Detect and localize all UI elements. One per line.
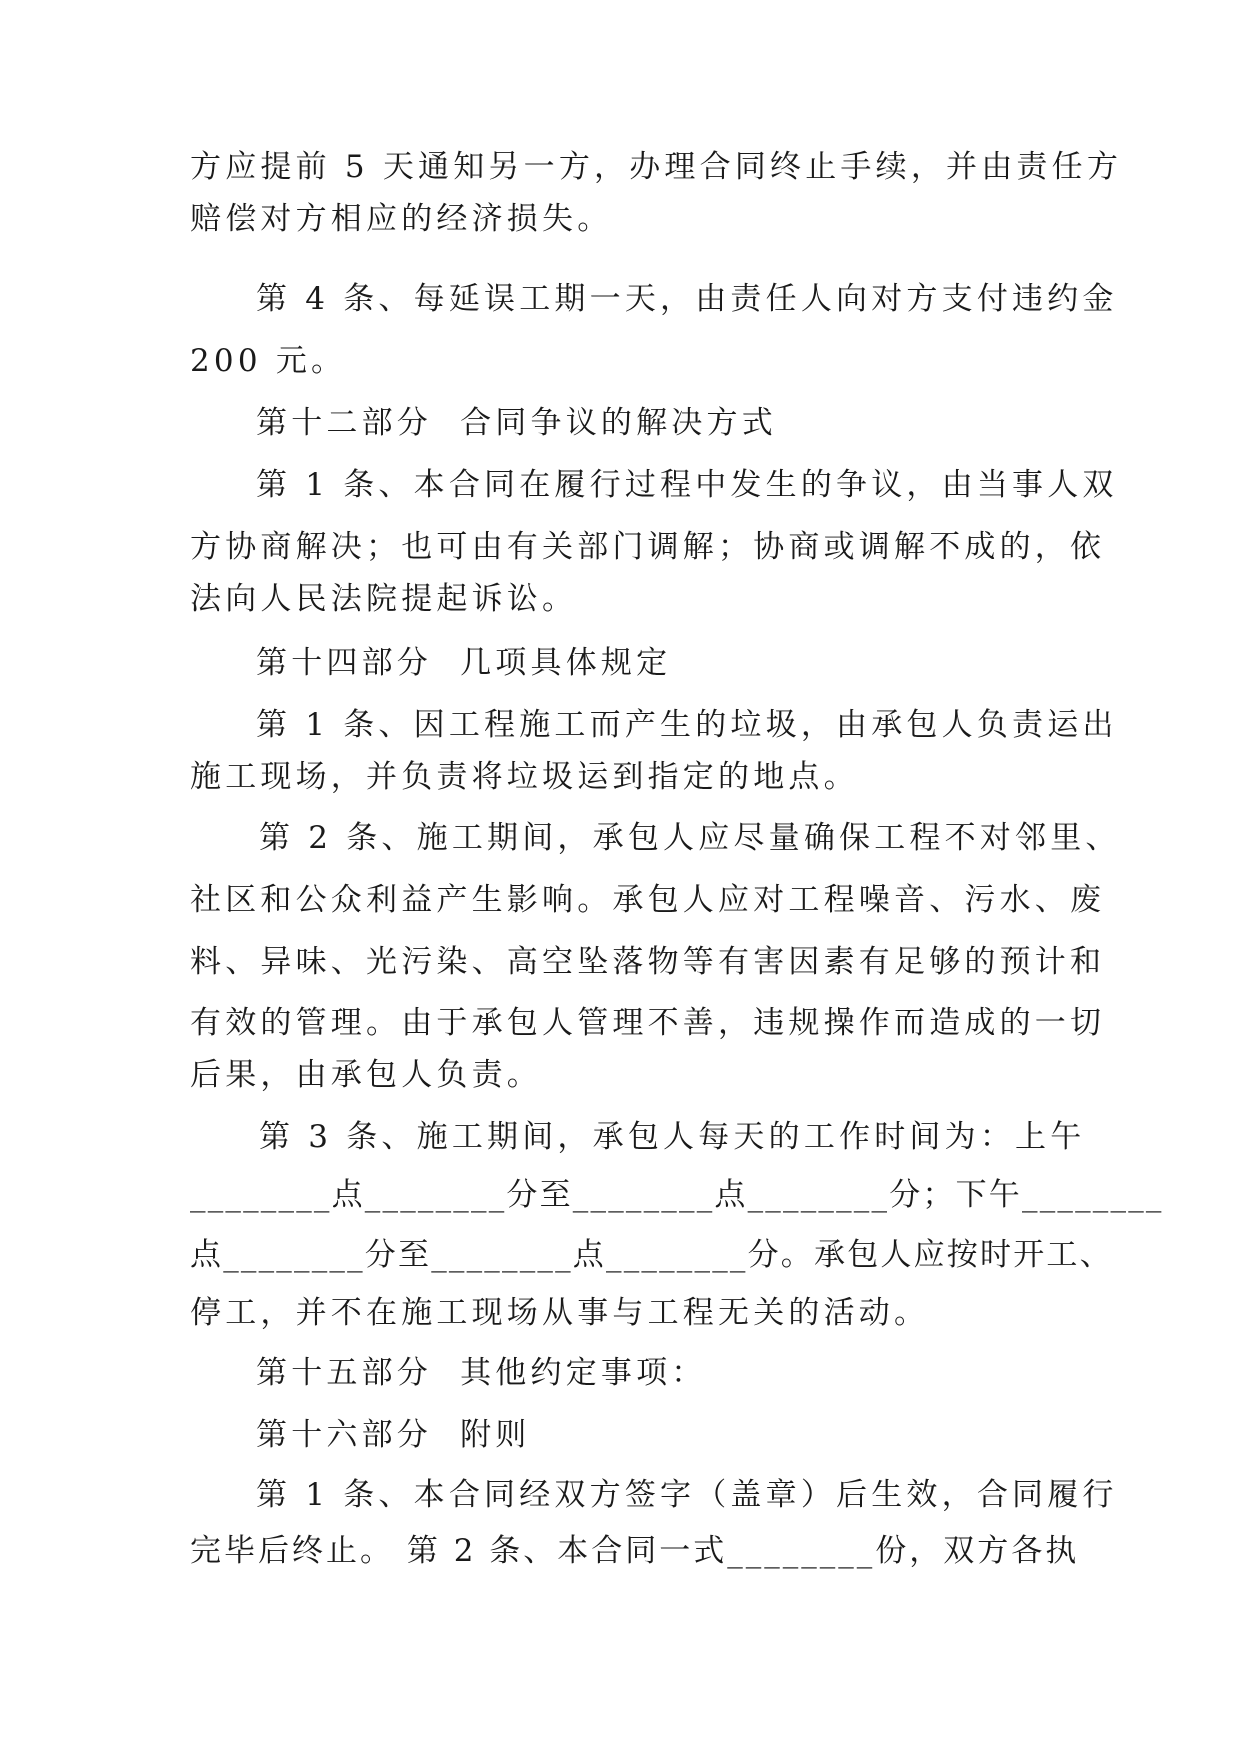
text-line: 方协商解决；也可由有关部门调解；协商或调解不成的，依 [190,529,1106,565]
text-line: 有效的管理。由于承包人管理不善，违规操作而造成的一切 [190,1005,1106,1041]
text-line: 完毕后终止。 第 2 条、本合同一式________份，双方各执 [190,1533,1080,1569]
section-heading: 第十六部分 附则 [256,1417,531,1453]
text-line: 第 1 条、本合同经双方签字（盖章）后生效，合同履行 [256,1477,1118,1513]
text-line: 料、异味、光污染、高空坠落物等有害因素有足够的预计和 [190,944,1106,980]
text-line: ________点________分至________点________分；下午________ [190,1177,1164,1213]
section-heading: 第十四部分 几项具体规定 [256,645,672,681]
text-line: 点________分至________点________分。承包人应按时开工、 [190,1237,1113,1273]
text-line: 赔偿对方相应的经济损失。 [190,201,613,237]
text-line: 第 4 条、每延误工期一天，由责任人向对方支付违约金 [256,281,1118,317]
text-line: 第 2 条、施工期间，承包人应尽量确保工程不对邻里、 [259,820,1121,856]
section-heading: 第十五部分 其他约定事项： [256,1355,707,1391]
text-line: 第 1 条、因工程施工而产生的垃圾，由承包人负责运出 [256,707,1118,743]
text-line: 第 1 条、本合同在履行过程中发生的争议，由当事人双 [256,467,1118,503]
text-line: 法向人民法院提起诉讼。 [190,581,578,617]
text-line: 停工，并不在施工现场从事与工程无关的活动。 [190,1295,930,1331]
text-line: 社区和公众利益产生影响。承包人应对工程噪音、污水、废 [190,882,1106,918]
text-line: 200 元。 [190,343,347,379]
section-heading: 第十二部分 合同争议的解决方式 [256,405,777,441]
text-line: 后果，由承包人负责。 [190,1057,542,1093]
text-line: 方应提前 5 天通知另一方，办理合同终止手续，并由责任方 [190,149,1123,185]
text-line: 第 3 条、施工期间，承包人每天的工作时间为：上午 [259,1119,1086,1155]
text-line: 施工现场，并负责将垃圾运到指定的地点。 [190,759,859,795]
